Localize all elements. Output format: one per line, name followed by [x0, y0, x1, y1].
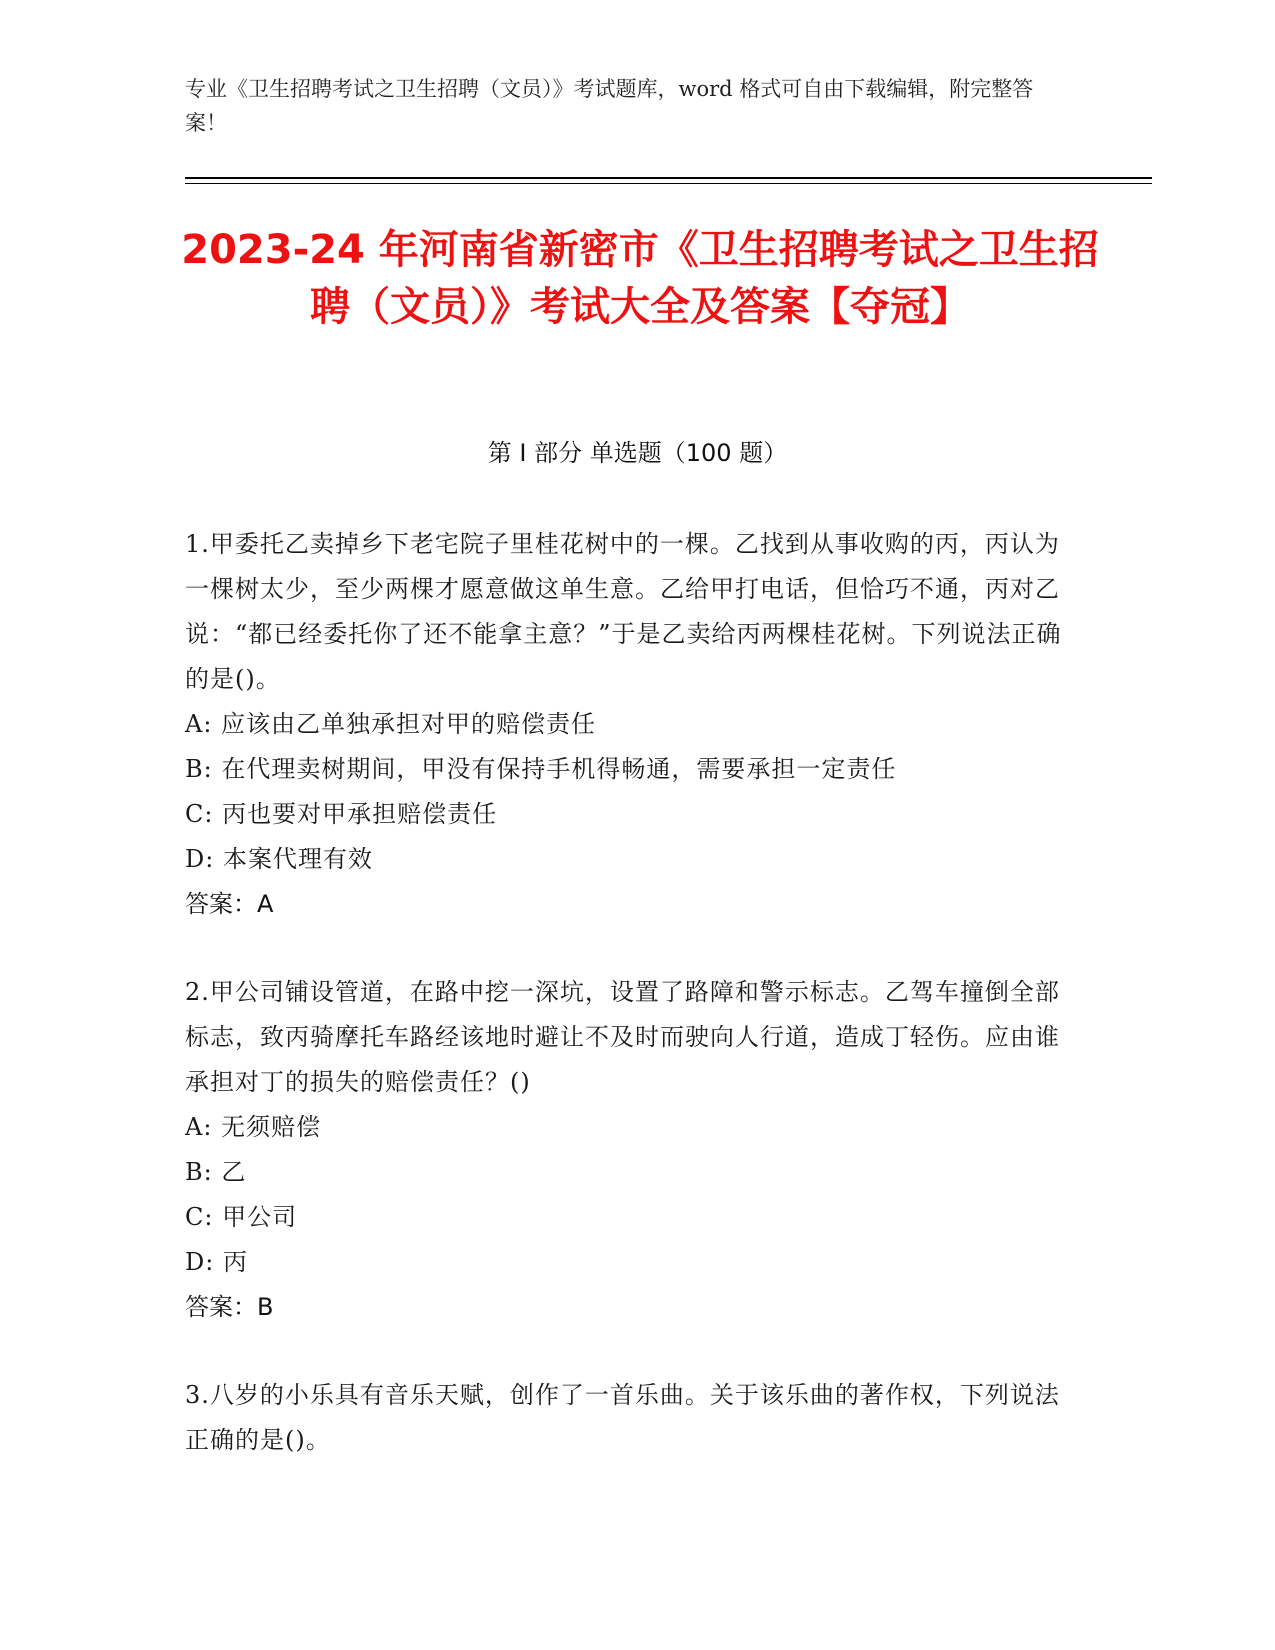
- option-c: C: 甲公司: [185, 1203, 298, 1231]
- option-a: A: 无须赔偿: [185, 1113, 322, 1141]
- question-spacer: [185, 1330, 1065, 1373]
- question-3: [185, 1373, 1065, 1463]
- header-divider-thin: [185, 183, 1152, 184]
- option-c: C: 丙也要对甲承担赔偿责任: [185, 800, 498, 828]
- answer: 答案：B: [185, 1293, 274, 1321]
- question-stem: 3.八岁的小乐具有音乐天赋，创作了一首乐曲。关于该乐曲的著作权，下列说法正确的是()。: [185, 1381, 1060, 1454]
- document-title: 2023-24 年河南省新密市《卫生招聘考试之卫生招聘（文员）》考试大全及答案【夺冠】: [181, 227, 1099, 330]
- option-b: B: 在代理卖树期间，甲没有保持手机得畅通，需要承担一定责任: [185, 755, 897, 783]
- question-2: [185, 970, 1065, 1330]
- question-stem: 2.甲公司铺设管道，在路中挖一深坑，设置了路障和警示标志。乙驾车撞倒全部标志，致丙骑摩托车路经该地时避让不及时而驶向人行道，造成丁轻伤。应由谁承担对丁的损失的赔偿责任？(): [185, 978, 1060, 1096]
- header-note: 专业《卫生招聘考试之卫生招聘（文员）》考试题库，word 格式可自由下载编辑，附完整答案！: [185, 77, 1034, 135]
- option-d: D: 丙: [185, 1248, 248, 1276]
- option-a: A: 应该由乙单独承担对甲的赔偿责任: [185, 710, 597, 738]
- header-divider-thick: [185, 177, 1152, 179]
- question-stem: 1.甲委托乙卖掉乡下老宅院子里桂花树中的一棵。乙找到从事收购的丙，丙认为一棵树太少，至少两棵才愿意做这单生意。乙给甲打电话，但恰巧不通，丙对乙说：“都已经委托你了还不能拿主意？”于是乙卖给丙两棵桂花树。下列说法正确的是()。: [185, 530, 1062, 693]
- section-heading: 第 I 部分 单选题（100 题）: [487, 439, 788, 467]
- option-b: B: 乙: [185, 1158, 247, 1186]
- answer: 答案：A: [185, 890, 274, 918]
- question-spacer: [185, 927, 1065, 970]
- question-list: [185, 522, 1065, 1463]
- option-d: D: 本案代理有效: [185, 845, 373, 873]
- question-1: [185, 522, 1065, 927]
